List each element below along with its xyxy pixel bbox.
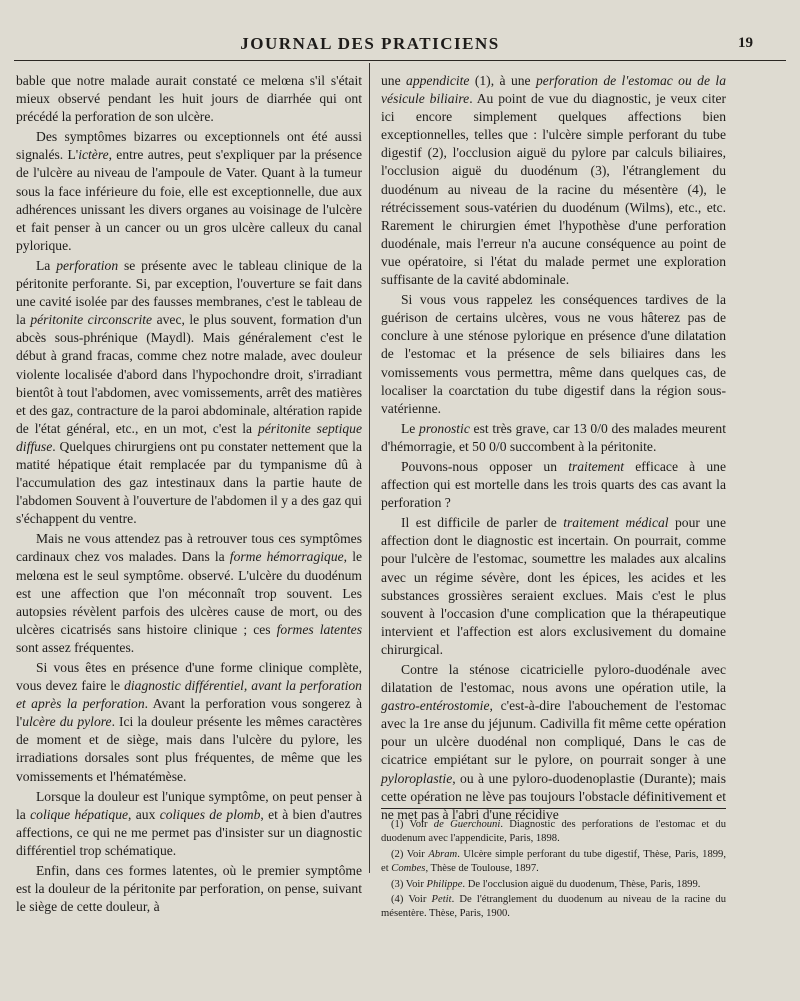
journal-title: JOURNAL DES PRATICIENS: [240, 34, 500, 53]
footnotes: [381, 818, 726, 923]
footnote-rule: [381, 808, 726, 809]
paragraph: La perforation se présente avec le tableau clinique de la péritonite perforante. Si, par exception, l'ouverture se fait dans une cavité isolée par des fausses membranes, c'est le tableau de la péritonite circonscrite avec, le plus souvent, formation d'un abcès sous-phrénique (Maydl). Mais généralement c'est le début à grand fracas, comme chez notre malade, avec douleur violente localisée d'abord dans l'hypochondre droit, s'irradiant bientôt à tout l'abdomen, avec vomissements, arrêt des matières et des gaz, contracture de la paroi abdominale, altération rapide de l'état général, etc., en un mot, c'est la péritonite septique diffuse. Quelques chirurgiens ont pu constater nettement que la matité hépatique était remplacée par du tympanisme dû à l'accumulation des gaz intestinaux dans la partie haute de l'abdomen Souvent à l'ouverture de l'abdomen il y a des gaz qui s'échappent du ventre.: [16, 257, 362, 527]
paragraph: Mais ne vous attendez pas à retrouver tous ces symptômes cardinaux chez vos malades. Dans la forme hémorragique, le melœna est le seul symptôme. observé. L'ulcère du duodénum est une affection que l'on méconnaît trop souvent. Les autopsies révèlent parfois des ulcères cause de mort, ou des ulcères cicatrisés sans histoire clinique ; ces formes latentes sont assez fréquentes.: [16, 531, 363, 655]
paragraph: Le pronostic est très grave, car 13 0/0 des malades meurent d'hémorragie, et 50 0/0 succombent à la péritonite.: [381, 420, 726, 454]
left-column: [16, 72, 362, 918]
paragraph: Lorsque la douleur est l'unique symptôme, on peut penser à la colique hépatique, aux coliques de plomb, et à bien d'autres affections, ce qui ne me permet pas d'insister sur un diagnostic différentiel trop schématique.: [16, 788, 362, 858]
paragraph: Si vous êtes en présence d'une forme clinique complète, vous devez faire le diagnostic différentiel, avant la perforation et après la perforation. Avant la perforation vous songerez à l'ulcère du pylore. Ici la douleur présente les mêmes caractères de moment et de siège, mais dans l'ulcère du pylore, les irradiations dorsales sont plus fréquentes, de même que les vomissements et l'hématémèse.: [16, 660, 363, 784]
paragraph: Si vous vous rappelez les conséquences tardives de la guérison de certains ulcères, vous ne vous hâterez pas de conclure à une sténose pylorique en présence d'une dilatation de l'estomac et la présence de sels biliaires dans les vomissements vous permettra, même dans quelques cas, de localiser la coarctation du tube digestif dans la région sous-vatérienne.: [381, 292, 726, 416]
header-rule: [14, 60, 786, 61]
paragraph: une appendicite (1), à une perforation de l'estomac ou de la vésicule biliaire. Au point de vue du diagnostic, je veux citer ici encore simplement quelques affections bien exceptionnelles, telles que : l'ulcère simple perforant du tube digestif (2), l'occlusion aiguë du pylore par calculs biliaires, l'occlusion aiguë du duodénum (3), l'étranglement du duodénum au niveau de la racine du mésentère (4), le rétrécissement sous-vatérien du duodénum (Wilms), etc., etc. Rarement le chirurgien émet l'hypothèse d'une perforation duodénale, mais l'erreur n'a aucune conséquence au point de vue opératoire, si l'état du malade permet une exploration suffisante de la cavité abdominale.: [381, 73, 727, 288]
paragraph: Enfin, dans ces formes latentes, où le premier symptôme est la douleur de la péritonite par perforation, on pense, suivant le siège de cette douleur, à: [16, 863, 362, 915]
paragraph: Pouvons-nous opposer un traitement efficace à une affection qui est mortelle dans les trois quarts des cas avant la perforation ?: [381, 458, 726, 511]
column-divider: [369, 63, 370, 873]
paragraph: Contre la sténose cicatricielle pyloro-duodénale avec dilatation de l'estomac, nous avons une opération utile, la gastro-entérostomie, c'est-à-dire l'abouchement de l'estomac avec la 1re anse du jéjunum. Cadivilla fit même cette opération pour un ulcère duodénal non compliqué, Dans le cas de cicatrice empiétant sur le pylore, on pourrait songer à une pyloroplastie, ou à une pyloro-duodenoplastie (Durante); mais cette opération ne lève pas toujours l'obstacle définitivement et ne met pas à l'abri d'une récidive: [381, 662, 726, 822]
footnote: (3) Voir Philippe. De l'occlusion aiguë du duodenum, Thèse, Paris, 1899.: [391, 878, 701, 890]
right-column: [381, 72, 726, 826]
footnote: (2) Voir Abram. Ulcère simple perforant du tube digestif, Thèse, Paris, 1899, et Combes, Thèse de Toulouse, 1897.: [381, 848, 726, 875]
paragraph: Il est difficile de parler de traitement médical pour une affection dont le diagnostic est incertain. On pourrait, comme pour l'ulcère de l'estomac, soumettre les malades aux alcalins avec un régime sévère, dont les épices, les acides et les substances grossières seraient exclues. Mais c'est le plus souvent à l'occasion d'une complication que la thérapeutique intervient et l'affection est alors exclusivement du domaine chirurgical.: [381, 515, 726, 657]
footnote: (4) Voir Petit. De l'étranglement du duodenum au niveau de la racine du mésentère. Thèse, Paris, 1900.: [381, 894, 726, 920]
paragraph: bable que notre malade aurait constaté ce melœna s'il s'était mieux observé pendant les huit jours de diarrhée qui ont précédé la perforation de son ulcère.: [16, 73, 362, 125]
paragraph: Des symptômes bizarres ou exceptionnels ont été aussi signalés. L'ictère, entre autres, peut s'expliquer par la présence de l'ulcère au niveau de l'ampoule de Vater. Quant à la tumeur sous la face inférieure du foie, elle est exceptionnelle, due aux adhérences unissant les divers organes au voisinage de l'ulcère et fait penser à un cancer ou un gros ulcère calleux du canal pylorique.: [16, 129, 362, 253]
page-number: 19: [738, 35, 753, 51]
footnote: (1) Voir de Guerchouni. Diagnostic des perforations de l'estomac et du duodenum avec l'appendicite, Paris, 1898.: [381, 819, 726, 845]
running-header: [0, 34, 800, 54]
